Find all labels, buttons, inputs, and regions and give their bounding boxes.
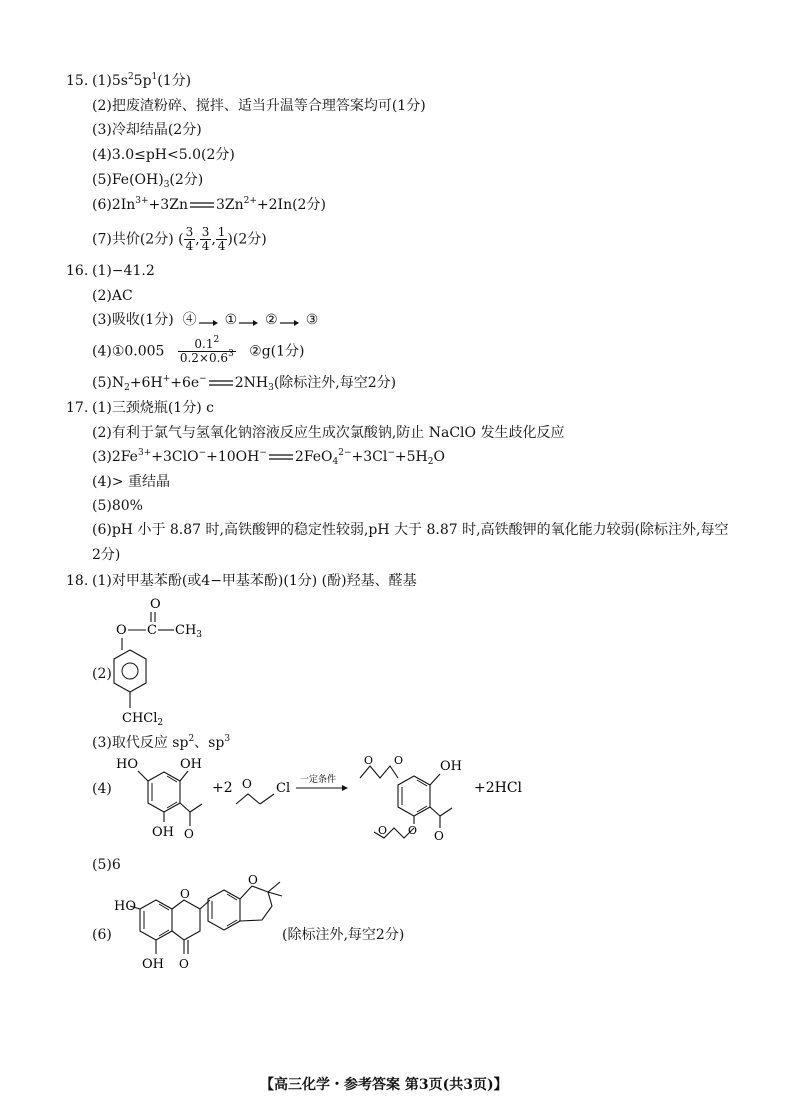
q18-answer-5: (5)6 [92, 857, 121, 873]
q16-answer-3: (3)吸收(1分) ④ ① ② ③ [92, 312, 319, 328]
q18-answer-6-note: (除标注外,每空2分) [282, 927, 405, 943]
q15-answer-3: (3)冷却结晶(2分) [92, 122, 202, 138]
q18-answer-2-label: (2) [92, 666, 112, 682]
atom-label: O [408, 824, 418, 837]
q15-answer-5: $(5)Fe(OH)_3(2$分) [92, 172, 204, 190]
q16-answer-2: (2)AC [92, 288, 133, 304]
q15-answer-4: (4)3.0≤pH<5.0(2分) [92, 147, 235, 163]
q15-answer-2: (2)把废渣粉碎、搅拌、适当升温等合理答案均可(1分) [92, 98, 426, 114]
equals-sign [188, 196, 216, 214]
atom-label: O [364, 754, 374, 767]
arrow-icon [197, 315, 225, 325]
plus-two: +2 [212, 780, 233, 796]
q18-structure-6 [112, 870, 292, 985]
q17-answer-4: (4)> 重结晶 [92, 474, 171, 490]
atom-label: HO [114, 899, 136, 914]
atom-label: C [147, 623, 157, 638]
atom-label: O [184, 827, 194, 841]
q16-answer-1: (1)−41.2 [92, 263, 155, 279]
q17-answer-6-line2: 2分) [92, 547, 121, 563]
atom-label: Cl [276, 781, 291, 796]
atom-label: O [180, 887, 190, 901]
q18-answer-6-label: (6) [92, 927, 112, 943]
atom-label: HO [116, 757, 138, 772]
q17-answer-1: (1)三颈烧瓶(1分) c [92, 400, 214, 416]
page-footer: 【高三化学・参考答案 第3页(共3页)】 [260, 1077, 508, 1093]
q17-answer-5: (5)80% [92, 498, 143, 514]
q18-answer-3: (3)取代反应 $sp^2$、$sp^3$ [92, 734, 231, 751]
arrow-icon [342, 785, 348, 791]
q17-answer-3: $(3)2Fe^{3+}+3ClO^-+10OH^-$ $2FeO_4^{2-}+3Cl^-+5H_2O$ [92, 448, 445, 467]
atom-label: $CH_3$ [175, 623, 203, 640]
q18-number: 18. [66, 573, 89, 589]
q16-number: 16. [66, 263, 89, 279]
atom-label: O [150, 597, 161, 612]
q18-structure-2 [110, 594, 230, 730]
q15-number: 15. [66, 73, 89, 89]
atom-label: OH [152, 825, 174, 840]
atom-label: OH [440, 759, 462, 774]
q17-answer-2: (2)有利于氯气与氢氧化钠溶液反应生成次氯酸钠,防止 NaClO 发生歧化反应 [92, 425, 565, 441]
q16-answer-5: $(5)N_2+6H^++6e^-$ $2NH_3$(除标注外,每空2分) [92, 374, 397, 393]
atom-label: OH [180, 757, 202, 772]
atom-label: O [248, 873, 258, 887]
equals-sign [207, 374, 235, 392]
q15-answer-1: $(1)5s^25p^1(1$分) [92, 72, 192, 89]
atom-label: CHCl$_2$ [122, 711, 164, 728]
atom-label: O [179, 957, 189, 971]
q18-answer-1: (1)对甲基苯酚(或4−甲基苯酚)(1分) (酚)羟基、醛基 [92, 573, 417, 589]
arrow-icon [237, 315, 265, 325]
q16-answer-4: (4)①0.005 $\frac{0.1^2}{0.2\times 0.6^3}$ ②g(1分) [92, 335, 305, 365]
byproduct: +2HCl [474, 780, 523, 796]
atom-label: O [242, 777, 252, 791]
q15-answer-7: (7)共价(2分) ( $\frac{3}{4}$ , $\frac{3}{4}$ , $\frac{1}{4}$ )(2分) [92, 225, 267, 253]
q17-number: 17. [66, 400, 89, 416]
reaction-condition: 一定条件 [300, 775, 337, 785]
atom-label: O [394, 754, 404, 767]
q18-reaction-4 [112, 752, 542, 852]
atom-label: O [434, 829, 444, 843]
q18-answer-4-label: (4) [92, 781, 112, 797]
atom-label: OH [142, 957, 164, 972]
atom-label: O [378, 824, 388, 837]
q17-answer-6-line1: (6)pH 小于 8.87 时,高铁酸钾的稳定性较弱,pH 大于 8.87 时,高铁酸钾的氧化能力较弱(除标注外,每空 [92, 522, 729, 538]
arrow-icon [278, 315, 306, 325]
atom-label: O [116, 623, 127, 638]
q15-answer-6: $(6)2In^{3+}+3Zn$ $3Zn^{2+}+2In(2$分) [92, 196, 326, 213]
equals-sign [267, 448, 295, 466]
